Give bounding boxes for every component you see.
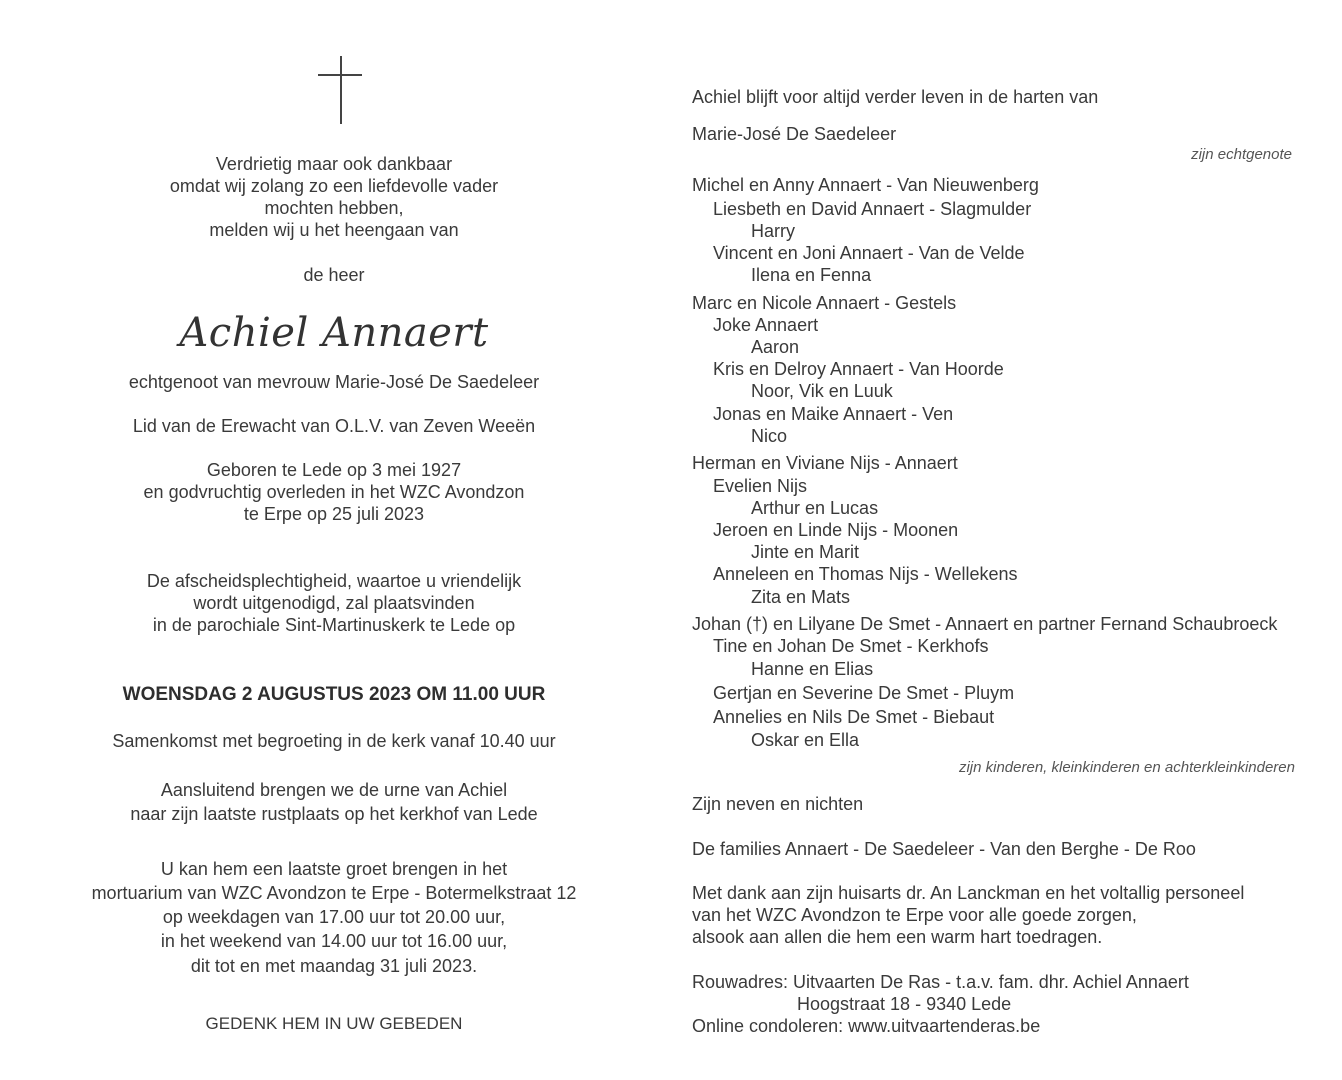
family-line: Herman en Viviane Nijs - Annaert [692,453,958,473]
family-line: Oskar en Ella [751,730,860,750]
family-line: Kris en Delroy Annaert - Van Hoorde [713,359,1004,379]
intro-line: mochten hebben, [264,198,404,218]
member-line: Lid van de Erewacht van O.L.V. van Zeven Weeën [132,416,536,436]
visit-line: op weekdagen van 17.00 uur tot 20.00 uur, [162,907,506,927]
family-line: Zita en Mats [751,587,851,607]
address-line: Hoogstraat 18 - 9340 Lede [797,994,1012,1014]
family-role: zijn kinderen, kleinkinderen en achterkleinkinderen [958,759,1295,776]
intro-line: Verdrietig maar ook dankbaar [215,154,453,174]
gathering-line: Samenkomst met begroeting in de kerk vanaf 10.40 uur [112,731,556,751]
family-line: Marc en Nicole Annaert - Gestels [692,293,957,313]
family-line: Michel en Anny Annaert - Van Nieuwenberg [692,175,1039,195]
ceremony-line: De afscheidsplechtigheid, waartoe u vriendelijk [146,571,522,591]
spouse-name: Marie-José De Saedeleer [692,124,897,144]
family-line: Arthur en Lucas [751,498,879,518]
family-line: Tine en Johan De Smet - Kerkhofs [713,636,989,656]
birth-line: Geboren te Lede op 3 mei 1927 [206,460,462,480]
family-line: Nico [751,426,788,446]
ceremony-date: WOENSDAG 2 AUGUSTUS 2023 OM 11.00 UUR [122,684,546,705]
visit-line: U kan hem een laatste groet brengen in het [160,859,508,879]
spouse-role: zijn echtgenote [1191,146,1292,163]
condolence-line: Online condoleren: www.uitvaartenderas.be [692,1016,1041,1036]
thanks-line: alsook aan allen die hem een warm hart toedragen. [692,927,1103,947]
family-line: Jinte en Marit [751,542,860,562]
family-line: Annelies en Nils De Smet - Biebaut [713,707,995,727]
family-line: Joke Annaert [713,315,819,335]
family-line: Liesbeth en David Annaert - Slagmulder [713,199,1032,219]
intro-line: melden wij u het heengaan van [209,220,459,240]
family-line: Hanne en Elias [751,659,874,679]
family-line: Gertjan en Severine De Smet - Pluym [713,683,1015,703]
birth-line: en godvruchtig overleden in het WZC Avondzon [143,482,525,502]
family-line: Ilena en Fenna [751,265,872,285]
family-line: Johan (†) en Lilyane De Smet - Annaert en partner Fernand Schaubroeck [692,614,1278,634]
family-line: Aaron [751,337,800,357]
family-line: Evelien Nijs [713,476,808,496]
visit-line: dit tot en met maandag 31 juli 2023. [190,956,478,976]
cousins-line: Zijn neven en nichten [692,794,864,814]
intro-line: omdat wij zolang zo een liefdevolle vader [169,176,499,196]
family-line: Anneleen en Thomas Nijs - Wellekens [713,564,1018,584]
address-line: Rouwadres: Uitvaarten De Ras - t.a.v. fam. dhr. Achiel Annaert [692,972,1189,992]
spouse-line: echtgenoot van mevrouw Marie-José De Saedeleer [128,372,540,392]
ceremony-line: in de parochiale Sint-Martinuskerk te Lede op [152,615,516,635]
urn-line: Aansluitend brengen we de urne van Achiel [160,780,508,800]
families-line: De families Annaert - De Saedeleer - Van den Berghe - De Roo [692,839,1196,859]
family-line: Jeroen en Linde Nijs - Moonen [713,520,959,540]
cross-icon [318,56,364,126]
right-intro: Achiel blijft voor altijd verder leven in de harten van [692,87,1099,107]
thanks-line: van het WZC Avondzon te Erpe voor alle goede zorgen, [692,905,1137,925]
family-line: Jonas en Maike Annaert - Ven [713,404,954,424]
deceased-name: Achiel Annaert [179,310,489,356]
salutation: de heer [303,265,365,285]
urn-line: naar zijn laatste rustplaats op het kerkhof van Lede [130,804,538,824]
visit-line: in het weekend van 14.00 uur tot 16.00 uur, [160,931,508,951]
birth-line: te Erpe op 25 juli 2023 [243,504,425,524]
visit-line: mortuarium van WZC Avondzon te Erpe - Botermelkstraat 12 [91,883,577,903]
closing-line: GEDENK HEM IN UW GEBEDEN [205,1014,463,1033]
family-line: Vincent en Joni Annaert - Van de Velde [713,243,1025,263]
family-line: Harry [751,221,795,241]
ceremony-line: wordt uitgenodigd, zal plaatsvinden [193,593,475,613]
thanks-line: Met dank aan zijn huisarts dr. An Lanckman en het voltallig personeel [692,883,1245,903]
family-line: Noor, Vik en Luuk [751,381,893,401]
